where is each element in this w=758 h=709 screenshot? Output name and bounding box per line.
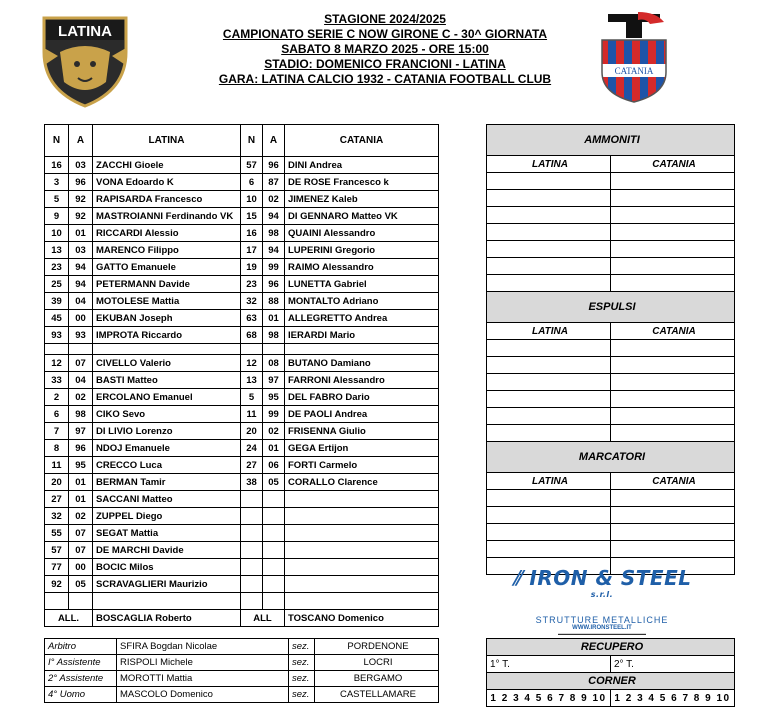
home-player-year: 92 [69, 208, 93, 225]
home-player-number [45, 593, 69, 610]
player-row [45, 225, 439, 242]
espulsi-cell [487, 374, 611, 391]
away-player-year [263, 508, 285, 525]
marcatori-cell [487, 541, 611, 558]
referees-table [44, 638, 439, 703]
ammoniti-cell [487, 258, 611, 275]
home-player-number: 7 [45, 423, 69, 440]
ammoniti-cell [487, 190, 611, 207]
espulsi-cell [487, 408, 611, 425]
coach-row [45, 610, 439, 627]
home-player-name: SACCANI Matteo [93, 491, 241, 508]
home-team-header: LATINA [93, 125, 241, 157]
home-player-year: 03 [69, 157, 93, 174]
away-player-name: LUNETTA Gabriel [285, 276, 439, 293]
home-player-name: SCRAVAGLIERI Maurizio [93, 576, 241, 593]
home-player-number: 33 [45, 372, 69, 389]
referee-name: MOROTTI Mattia [117, 671, 289, 687]
home-player-number: 92 [45, 576, 69, 593]
match-header [170, 12, 600, 87]
home-player-name: GATTO Emanuele [93, 259, 241, 276]
away-player-number: 38 [241, 474, 263, 491]
espulsi-cell [611, 425, 735, 442]
away-player-name: ALLEGRETTO Andrea [285, 310, 439, 327]
player-row [45, 174, 439, 191]
ammoniti-cell [611, 190, 735, 207]
espulsi-cell [611, 374, 735, 391]
away-player-year: 96 [263, 276, 285, 293]
home-player-name: MARENCO Filippo [93, 242, 241, 259]
home-player-number: 27 [45, 491, 69, 508]
season-title: STAGIONE 2024/2025 [324, 12, 446, 26]
home-player-number: 45 [45, 310, 69, 327]
home-player-name: ZUPPEL Diego [93, 508, 241, 525]
referee-section-label: sez. [289, 655, 315, 671]
marcatori-cell [611, 490, 735, 507]
player-row [45, 593, 439, 610]
away-player-name [285, 576, 439, 593]
home-player-year: 03 [69, 242, 93, 259]
away-player-year: 02 [263, 423, 285, 440]
player-row [45, 457, 439, 474]
home-player-name: IMPROTA Riccardo [93, 327, 241, 344]
marcatori-cell [487, 490, 611, 507]
away-player-number: 13 [241, 372, 263, 389]
away-player-year [263, 559, 285, 576]
player-row [45, 372, 439, 389]
recupero-table [486, 638, 735, 707]
svg-text:CATANIA: CATANIA [614, 66, 654, 76]
away-player-number: 15 [241, 208, 263, 225]
ammoniti-cell [487, 275, 611, 292]
away-player-name: QUAINI Alessandro [285, 225, 439, 242]
away-player-number: 6 [241, 174, 263, 191]
away-coach-name: TOSCANO Domenico [285, 610, 439, 627]
player-row [45, 525, 439, 542]
home-player-year: 07 [69, 525, 93, 542]
home-player-number: 93 [45, 327, 69, 344]
referee-name: RISPOLI Michele [117, 655, 289, 671]
player-row [45, 423, 439, 440]
referee-row [45, 655, 439, 671]
home-player-year: 98 [69, 406, 93, 423]
referee-role: Arbitro [45, 639, 117, 655]
away-player-number: 27 [241, 457, 263, 474]
home-player-year: 95 [69, 457, 93, 474]
away-player-number [241, 559, 263, 576]
stadium: STADIO: DOMENICO FRANCIONI - LATINA [264, 57, 506, 71]
away-player-year: 06 [263, 457, 285, 474]
sponsor-banner [502, 566, 702, 636]
home-player-number: 12 [45, 355, 69, 372]
ammoniti-cell [487, 173, 611, 190]
away-player-name: FRISENNA Giulio [285, 423, 439, 440]
home-n-header: N [45, 125, 69, 157]
referee-name: SFIRA Bogdan Nicolae [117, 639, 289, 655]
marcatori-cell [611, 541, 735, 558]
referee-role: 2° Assistente [45, 671, 117, 687]
home-player-name: CIKO Sevo [93, 406, 241, 423]
away-player-name: GEGA Ertijon [285, 440, 439, 457]
player-row [45, 406, 439, 423]
player-row [45, 293, 439, 310]
away-player-year: 98 [263, 327, 285, 344]
away-player-number [241, 491, 263, 508]
home-player-year: 93 [69, 327, 93, 344]
ammoniti-cell [487, 224, 611, 241]
player-row [45, 559, 439, 576]
espulsi-cell [611, 340, 735, 357]
espulsi-cell [487, 357, 611, 374]
player-row [45, 355, 439, 372]
home-player-number: 77 [45, 559, 69, 576]
match-teams: GARA: LATINA CALCIO 1932 - CATANIA FOOTBALL CLUB [218, 72, 552, 86]
home-player-number: 13 [45, 242, 69, 259]
home-player-number: 23 [45, 259, 69, 276]
player-row [45, 508, 439, 525]
marcatori-away-label: CATANIA [611, 473, 735, 490]
away-player-year: 97 [263, 372, 285, 389]
player-row [45, 208, 439, 225]
away-n-header: N [241, 125, 263, 157]
referee-city: LOCRI [315, 655, 439, 671]
home-player-year [69, 593, 93, 610]
ammoniti-cell [611, 173, 735, 190]
espulsi-home-label: LATINA [487, 323, 611, 340]
away-player-year: 08 [263, 355, 285, 372]
away-player-number [241, 508, 263, 525]
referee-section-label: sez. [289, 671, 315, 687]
match-date: SABATO 8 MARZO 2025 - ORE 15:00 [281, 42, 489, 56]
espulsi-header: ESPULSI [487, 292, 735, 323]
away-player-name [285, 593, 439, 610]
away-player-year [263, 542, 285, 559]
home-player-name: ZACCHI Gioele [93, 157, 241, 174]
away-player-name [285, 508, 439, 525]
ammoniti-cell [611, 207, 735, 224]
away-coach-label: ALL [241, 610, 285, 627]
referee-role: I° Assistente [45, 655, 117, 671]
ammoniti-header: AMMONITI [487, 125, 735, 156]
home-player-name: RAPISARDA Francesco [93, 191, 241, 208]
player-row [45, 327, 439, 344]
away-player-year: 88 [263, 293, 285, 310]
marcatori-header: MARCATORI [487, 442, 735, 473]
away-player-number: 68 [241, 327, 263, 344]
home-player-year: 96 [69, 440, 93, 457]
away-player-number: 19 [241, 259, 263, 276]
home-player-year: 07 [69, 355, 93, 372]
starters-section [45, 157, 439, 344]
away-team-header: CATANIA [285, 125, 439, 157]
player-row [45, 310, 439, 327]
ammoniti-cell [611, 241, 735, 258]
espulsi-cell [611, 357, 735, 374]
away-player-name: DEL FABRO Dario [285, 389, 439, 406]
events-table [486, 124, 735, 575]
home-player-number: 16 [45, 157, 69, 174]
away-player-name: DI GENNARO Matteo VK [285, 208, 439, 225]
away-player-year [263, 525, 285, 542]
home-player-name: VONA Edoardo K [93, 174, 241, 191]
away-player-name [285, 491, 439, 508]
player-row [45, 542, 439, 559]
away-player-number [241, 576, 263, 593]
referee-row [45, 687, 439, 703]
away-player-number: 23 [241, 276, 263, 293]
home-player-year: 97 [69, 423, 93, 440]
away-player-year: 95 [263, 389, 285, 406]
home-player-year: 94 [69, 276, 93, 293]
home-player-number: 39 [45, 293, 69, 310]
away-player-number: 10 [241, 191, 263, 208]
away-player-name: MONTALTO Adriano [285, 293, 439, 310]
referee-row [45, 671, 439, 687]
player-row [45, 576, 439, 593]
away-player-number: 16 [241, 225, 263, 242]
home-player-name: EKUBAN Joseph [93, 310, 241, 327]
home-player-name: BERMAN Tamir [93, 474, 241, 491]
espulsi-away-label: CATANIA [611, 323, 735, 340]
section-gap [45, 344, 439, 355]
away-player-year [263, 593, 285, 610]
home-a-header: A [69, 125, 93, 157]
referee-row [45, 639, 439, 655]
home-player-name: RICCARDI Alessio [93, 225, 241, 242]
referee-city: BERGAMO [315, 671, 439, 687]
away-player-name: DE ROSE Francesco k [285, 174, 439, 191]
marcatori-home-label: LATINA [487, 473, 611, 490]
away-player-year: 96 [263, 157, 285, 174]
away-player-number: 24 [241, 440, 263, 457]
away-player-year [263, 576, 285, 593]
home-player-name: ERCOLANO Emanuel [93, 389, 241, 406]
corner-away-digits: 1 2 3 4 5 6 7 8 9 10 [611, 690, 735, 707]
home-player-number: 11 [45, 457, 69, 474]
player-row [45, 440, 439, 457]
ammoniti-home-label: LATINA [487, 156, 611, 173]
away-player-name [285, 542, 439, 559]
home-player-number: 2 [45, 389, 69, 406]
ammoniti-away-label: CATANIA [611, 156, 735, 173]
away-player-name: DINI Andrea [285, 157, 439, 174]
substitutes-section [45, 355, 439, 610]
away-player-name: LUPERINI Gregorio [285, 242, 439, 259]
referee-section-label: sez. [289, 639, 315, 655]
catania-logo [598, 10, 670, 104]
away-player-name: FARRONI Alessandro [285, 372, 439, 389]
player-row [45, 389, 439, 406]
away-player-number: 11 [241, 406, 263, 423]
recupero-second-half: 2° T. [611, 656, 735, 673]
home-player-name: MASTROIANNI Ferdinando VK [93, 208, 241, 225]
svg-text:LATINA: LATINA [58, 23, 112, 40]
marcatori-cell [487, 524, 611, 541]
player-row [45, 491, 439, 508]
away-player-number: 57 [241, 157, 263, 174]
away-player-number: 17 [241, 242, 263, 259]
away-player-year [263, 491, 285, 508]
away-player-number: 20 [241, 423, 263, 440]
home-player-year: 04 [69, 372, 93, 389]
home-player-number: 6 [45, 406, 69, 423]
sponsor-tagline: STRUTTURE METALLICHE [535, 615, 669, 625]
away-a-header: A [263, 125, 285, 157]
away-player-number [241, 542, 263, 559]
referee-section-label: sez. [289, 687, 315, 703]
sponsor-brand: ⫽ IRON & STEEL $^{s.r.l.}$ [512, 566, 692, 599]
sponsor-fineprint: ▬▬▬▬▬▬▬▬▬▬▬▬▬▬▬▬▬▬▬▬▬▬ [558, 631, 646, 636]
recupero-first-half: 1° T. [487, 656, 611, 673]
recupero-header: RECUPERO [487, 639, 735, 656]
away-player-name: JIMENEZ Kaleb [285, 191, 439, 208]
player-row [45, 474, 439, 491]
away-player-number: 12 [241, 355, 263, 372]
referee-city: PORDENONE [315, 639, 439, 655]
player-row [45, 259, 439, 276]
marcatori-cell [611, 507, 735, 524]
home-player-name: DI LIVIO Lorenzo [93, 423, 241, 440]
home-player-number: 20 [45, 474, 69, 491]
away-player-name: RAIMO Alessandro [285, 259, 439, 276]
home-player-name: SEGAT Mattia [93, 525, 241, 542]
home-coach-label: ALL. [45, 610, 93, 627]
away-player-name: IERARDI Mario [285, 327, 439, 344]
home-player-name [93, 593, 241, 610]
away-player-year: 02 [263, 191, 285, 208]
away-player-year: 98 [263, 225, 285, 242]
home-player-year: 02 [69, 508, 93, 525]
away-player-name [285, 559, 439, 576]
home-player-name: BOCIC Milos [93, 559, 241, 576]
home-player-year: 04 [69, 293, 93, 310]
away-player-name: BUTANO Damiano [285, 355, 439, 372]
home-player-year: 92 [69, 191, 93, 208]
home-player-number: 25 [45, 276, 69, 293]
espulsi-cell [487, 391, 611, 408]
away-player-number: 63 [241, 310, 263, 327]
away-player-name: FORTI Carmelo [285, 457, 439, 474]
away-player-number: 32 [241, 293, 263, 310]
home-player-year: 01 [69, 491, 93, 508]
ammoniti-cell [487, 207, 611, 224]
away-player-year: 99 [263, 259, 285, 276]
home-player-name: BASTI Matteo [93, 372, 241, 389]
home-player-year: 94 [69, 259, 93, 276]
marcatori-cell [487, 507, 611, 524]
away-player-number [241, 593, 263, 610]
corner-home-digits: 1 2 3 4 5 6 7 8 9 10 [487, 690, 611, 707]
home-player-name: PETERMANN Davide [93, 276, 241, 293]
home-player-number: 3 [45, 174, 69, 191]
ammoniti-cell [487, 241, 611, 258]
corner-header: CORNER [487, 673, 735, 690]
home-player-number: 5 [45, 191, 69, 208]
away-player-name: CORALLO Clarence [285, 474, 439, 491]
lineup-table [44, 124, 439, 627]
away-player-number: 5 [241, 389, 263, 406]
espulsi-cell [487, 340, 611, 357]
home-player-year: 07 [69, 542, 93, 559]
away-player-year: 01 [263, 310, 285, 327]
latina-logo [40, 12, 130, 108]
home-player-name: NDOJ Emanuele [93, 440, 241, 457]
referee-name: MASCOLO Domenico [117, 687, 289, 703]
home-player-number: 9 [45, 208, 69, 225]
sponsor-mark-icon: ⫽ [512, 566, 530, 590]
away-player-year: 01 [263, 440, 285, 457]
home-player-name: DE MARCHI Davide [93, 542, 241, 559]
home-player-number: 8 [45, 440, 69, 457]
player-row [45, 191, 439, 208]
home-player-name: MOTOLESE Mattia [93, 293, 241, 310]
home-player-year: 02 [69, 389, 93, 406]
home-player-year: 00 [69, 310, 93, 327]
ammoniti-cell [611, 258, 735, 275]
competition-title: CAMPIONATO SERIE C NOW GIRONE C - 30^ GIORNATA [222, 27, 548, 41]
ammoniti-cell [611, 275, 735, 292]
referee-role: 4° Uomo [45, 687, 117, 703]
away-player-year: 99 [263, 406, 285, 423]
home-player-number: 57 [45, 542, 69, 559]
home-player-number: 55 [45, 525, 69, 542]
home-player-number: 32 [45, 508, 69, 525]
away-player-year: 94 [263, 242, 285, 259]
espulsi-cell [487, 425, 611, 442]
home-player-year: 05 [69, 576, 93, 593]
home-player-year: 00 [69, 559, 93, 576]
espulsi-cell [611, 391, 735, 408]
away-player-year: 05 [263, 474, 285, 491]
referee-city: CASTELLAMARE [315, 687, 439, 703]
home-player-year: 96 [69, 174, 93, 191]
away-player-year: 87 [263, 174, 285, 191]
player-row [45, 276, 439, 293]
marcatori-cell [611, 524, 735, 541]
player-row [45, 157, 439, 174]
home-coach-name: BOSCAGLIA Roberto [93, 610, 241, 627]
espulsi-cell [611, 408, 735, 425]
away-player-number [241, 525, 263, 542]
ammoniti-cell [611, 224, 735, 241]
home-player-name: CIVELLO Valerio [93, 355, 241, 372]
away-player-name: DE PAOLI Andrea [285, 406, 439, 423]
home-player-name: CRECCO Luca [93, 457, 241, 474]
home-player-year: 01 [69, 474, 93, 491]
away-player-name [285, 525, 439, 542]
sponsor-url: WWW.IRONSTEEL.IT [572, 625, 632, 631]
away-player-year: 94 [263, 208, 285, 225]
home-player-year: 01 [69, 225, 93, 242]
home-player-number: 10 [45, 225, 69, 242]
player-row [45, 242, 439, 259]
